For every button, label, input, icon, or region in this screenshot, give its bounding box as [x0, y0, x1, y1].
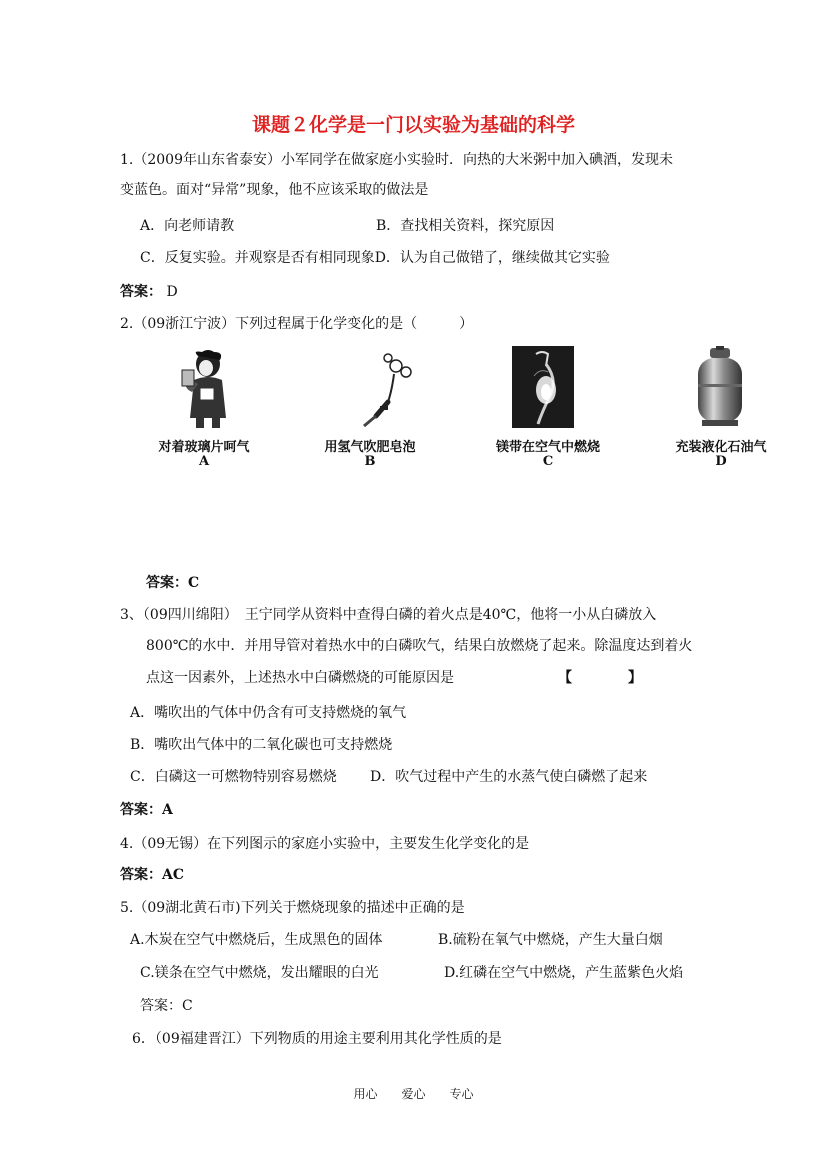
q2-answer: 答案：C	[146, 575, 200, 591]
magnesium-burning-icon	[512, 346, 574, 428]
q1-line-2: 变蓝色。面对“异常”现象，他不应该采取的做法是	[120, 182, 429, 198]
q2-stem: 2.（09浙江宁波）下列过程属于化学变化的是（ ）	[120, 316, 474, 332]
q1-answer-value: D	[166, 284, 178, 300]
q3-line-2: 800℃的水中．并用导管对着热水中的白磷吹气，结果白放燃烧了起来。除温度达到着火	[146, 638, 693, 654]
q1-line-1: 1.（2009年山东省泰安）小军同学在做家庭小实验时．向热的大米粥中加入碘酒，发现未	[120, 152, 673, 168]
q4-stem: 4.（09无锡）在下列图示的家庭小实验中，主要发生化学变化的是	[120, 836, 530, 852]
q3-option-b: B．嘴吹出气体中的二氧化碳也可支持燃烧	[130, 737, 393, 753]
q2-caption-c: 镁带在空气中燃烧	[495, 440, 600, 455]
person-breathing-on-glass-icon	[172, 348, 242, 430]
q6-stem: 6．（09福建晋江）下列物质的用途主要利用其化学性质的是	[132, 1031, 502, 1047]
q3-answer-bracket: 【 】	[558, 670, 642, 686]
q3-option-d: D．吹气过程中产生的水蒸气使白磷燃了起来	[370, 769, 648, 785]
q1-option-a: A．向老师请教	[140, 218, 235, 234]
q4-answer: 答案：AC	[120, 867, 185, 883]
page-footer: 用心 爱心 专心	[353, 1087, 474, 1101]
q5-answer: 答案：C	[140, 998, 193, 1014]
page-title: 课题２化学是一门以实验为基础的科学	[251, 114, 575, 136]
q5-option-a: A.木炭在空气中燃烧后，生成黑色的固体	[130, 932, 383, 948]
q5-option-b: B.硫粉在氧气中燃烧，产生大量白烟	[438, 932, 663, 948]
q2-caption-b: 用氢气吹肥皂泡	[324, 440, 416, 455]
q1-option-cd: C．反复实验。并观察是否有相同现象D．认为自己做错了，继续做其它实验	[140, 250, 610, 266]
q1-option-b: B．查找相关资料，探究原因	[376, 218, 555, 234]
q2-letter-d: D	[715, 454, 727, 469]
q3-line-1: 3、（09四川绵阳） 王宁同学从资料中查得白磷的着火点是40℃，他将一小从白磷放入	[120, 607, 657, 623]
q5-stem: 5.（09湖北黄石市)下列关于燃烧现象的描述中正确的是	[120, 900, 465, 916]
q1-answer	[120, 282, 178, 302]
q5-option-c: C.镁条在空气中燃烧，发出耀眼的白光	[140, 965, 379, 981]
q2-caption-d: 充装液化石油气	[675, 440, 767, 455]
q2-caption-a: 对着玻璃片呵气	[158, 440, 250, 455]
q2-letter-c: C	[542, 454, 554, 469]
q3-answer: 答案：A	[120, 802, 173, 818]
q3-option-a: A．嘴吹出的气体中仍含有可支持燃烧的氧气	[130, 705, 407, 721]
q2-letter-a: A	[198, 454, 210, 469]
q2-letter-b: B	[364, 454, 376, 469]
q3-line-3: 点这一因素外，上述热水中白磷燃烧的可能原因是	[146, 670, 454, 686]
q1-answer-label: 答案：	[120, 284, 162, 300]
q5-option-d: D.红磷在空气中燃烧，产生蓝紫色火焰	[444, 965, 684, 981]
q3-option-c: C．白磷这一可燃物特别容易燃烧	[130, 769, 337, 785]
hydrogen-soap-bubble-icon	[358, 350, 418, 430]
lpg-cylinder-icon	[692, 346, 748, 428]
